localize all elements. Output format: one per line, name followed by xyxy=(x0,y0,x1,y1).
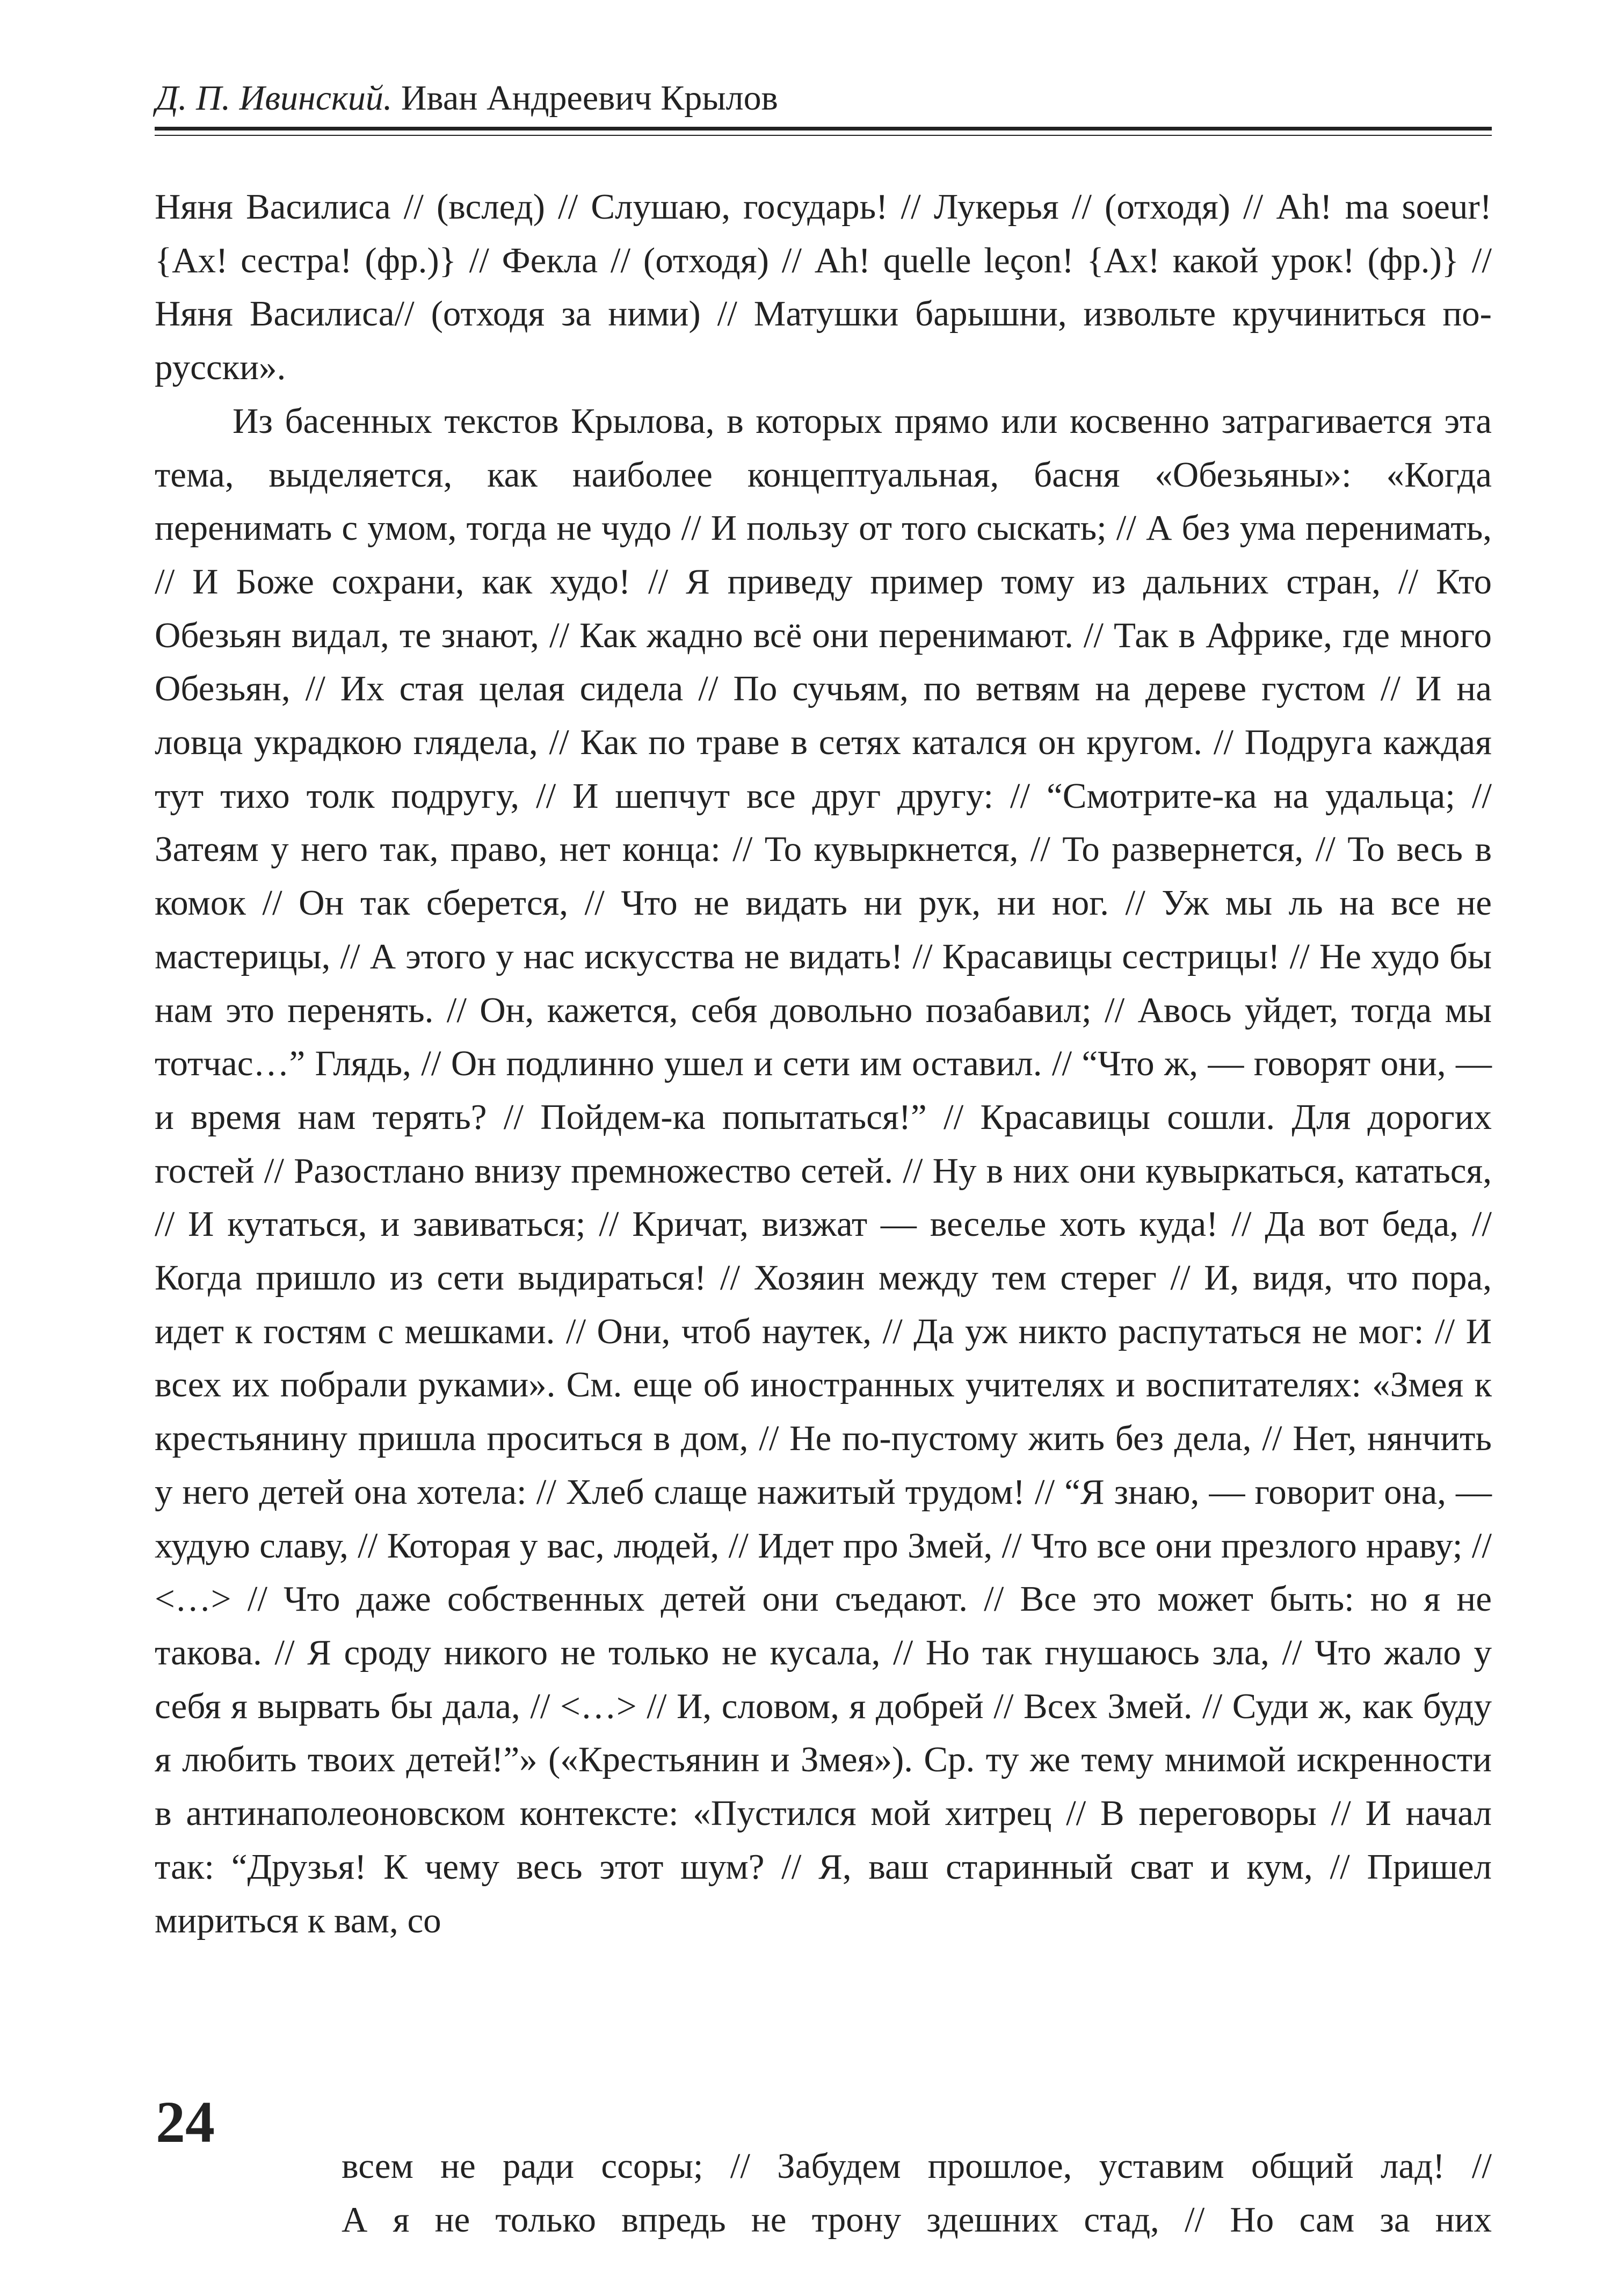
page-number: 24 xyxy=(156,2089,215,2155)
paragraph-main: Из басенных текстов Крылова, в которых прямо или косвенно затрагивается эта тема, выделяется, как наиболее концептуальная, басня «Обезьяны»: «Когда перенимать с умом, тогда не чудо // И пользу от того сыскать; // А без ума перенимать, // И Боже сохрани, как худо! // Я приведу пример тому из дальних стран, // Кто Обезьян видал, те знают, // Как жадно всё они перенимают. // Так в Африке, где много Обезьян, // Их стая целая сидела // По сучьям, по ветвям на дереве густом // И на ловца украдкою глядела, // Как по траве в сетях катался он кругом. // Подруга каждая тут тихо толк подругу, // И шепчут все друг другу: // “Смотрите-ка на удальца; // Затеям у него так, право, нет конца: // То кувыркнется, // То развернется, // То весь в комок // Он так сберется, // Что не видать ни рук, ни ног. // Уж мы ль на все не мастерицы, // А этого у нас искусства не видать! // Красавицы сестрицы! // Не худо бы нам это перенять. // Он, кажется, себя довольно позабавил; // Авось уйдет, тогда мы тотчас…” Глядь, // Он подлинно ушел и сети им оставил. // “Что ж, — говорят они, — и время нам терять? // Пойдем-ка попытаться!” // Красавицы сошли. Для дорогих гостей // Разостлано внизу премножество сетей. // Ну в них они кувыркаться, кататься, // И кутаться, и завиваться; // Кричат, визжат — веселье хоть куда! // Да вот беда, // Когда пришло из сети выдираться! // Хозяин между тем стерег // И, видя, что пора, идет к гостям с мешками. // Они, чтоб наутек, // Да уж никто распутаться не мог: // И всех их побрали руками». См. еще об иностранных учителях и воспитателях: «Змея к крестьянину пришла проситься в дом, // Не по-пустому жить без дела, // Нет, нянчить у него детей она хотела: // Хлеб слаще нажитый трудом! // “Я знаю, — говорит она, — худую славу, // Которая у вас, людей, // Идет про Змей, // Что все они презлого нраву; // <…> // Что даже собственных детей они съедают. // Все это может быть: но я не такова. // Я сроду никого не только не кусала, // Но так гнушаюсь зла, // Что жало у себя я вырвать бы дала, // <…> // И, словом, я добрей // Всех Змей. // Суди ж, как буду я любить твоих детей!”» («Крестьянин и Змея»). Ср. ту же тему мнимой искренности в антинаполеоновском контексте: «Пустился мой хитрец // В переговоры // И начал так: “Друзья! К чему весь этот шум? // Я, ваш старинный сват и кум, // Пришел мириться к вам, со xyxy=(155,401,1492,1940)
running-head-title: Иван Андреевич Крылов xyxy=(401,78,778,118)
header-rule-thin xyxy=(155,135,1492,136)
running-head-author: Д. П. Ивинский. xyxy=(156,78,393,118)
paragraph-continuation xyxy=(342,2140,1492,2247)
continuation-line: А я не только впредь не трону здешних стад, // Но сам за них xyxy=(342,2199,1492,2240)
running-head xyxy=(156,78,778,118)
paragraph-quote-end: Няня Василиса // (вслед) // Слушаю, государь! // Лукерья // (отходя) // Ah! ma soeur! {Ах! сестра! (фр.)} // Фекла // (отходя) // Ah! quelle leçon! {Ах! какой урок! (фр.)} // Няня Василиса// (отходя за ними) // Матушки барышни, извольте кручиниться по-русски». xyxy=(155,187,1492,388)
header-rule-thick xyxy=(155,127,1492,131)
continuation-line: всем не ради ссоры; // Забудем прошлое, уставим общий лад! // xyxy=(342,2146,1492,2186)
page-body xyxy=(155,180,1492,1947)
